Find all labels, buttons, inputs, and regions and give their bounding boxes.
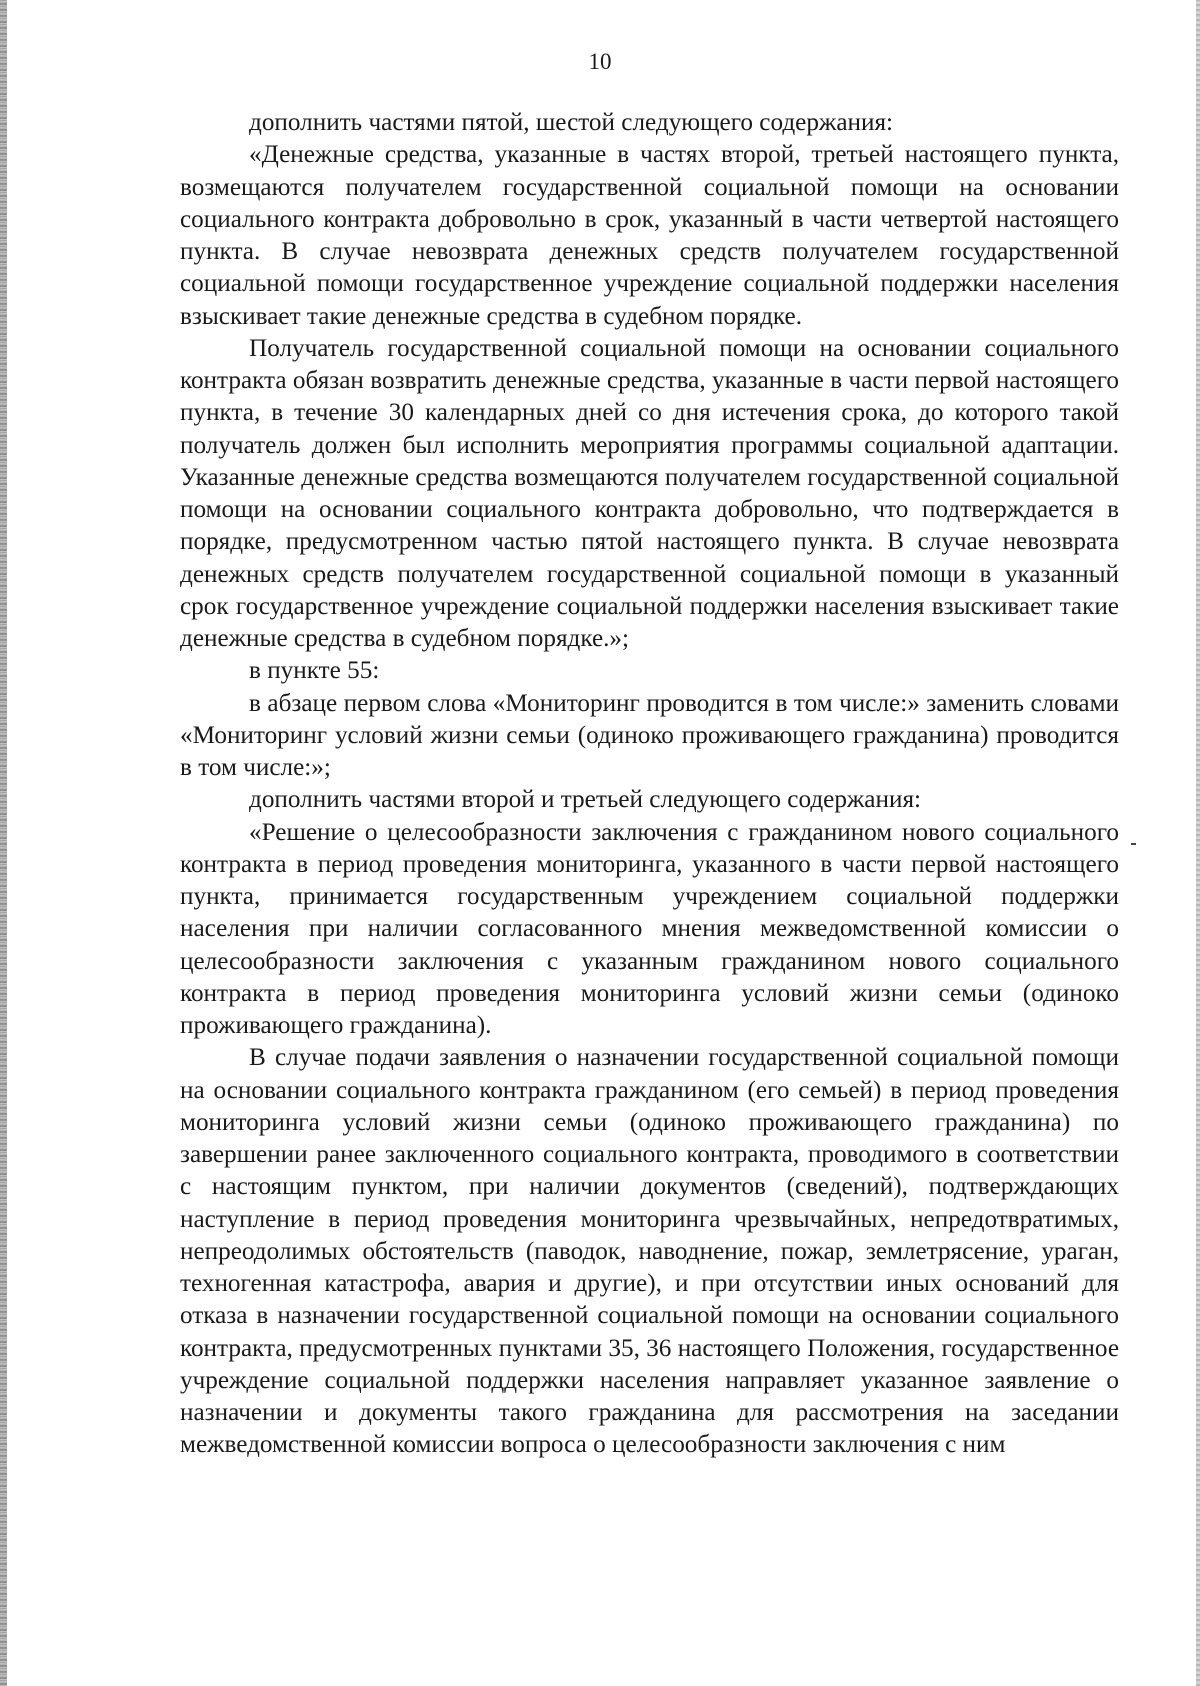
paragraph-amend-parts-5-6: дополнить частями пятой, шестой следующего содержания: (249, 109, 894, 136)
document-body (180, 107, 1119, 1462)
page-number: 10 (588, 49, 612, 74)
paragraph-emergency-circumstances: В случае подачи заявления о назначении государственной социальной помощи на основании социального контракта гражданином (его семьей) в период проведения мониторинга условий жизни семьи (одиноко проживающего гражданина) по завершении ранее заключенного социального контракта, проводимого в соответствии с настоящим пунктом, при наличии документов (сведений), подтверждающих наступление в период проведения мониторинга чрезвычайных, непредотвратимых, непреодолимых обстоятельств (паводок, наводнение, пожар, землетрясение, ураган, техногенная катастрофа, авария и другие), и при отсутствии иных оснований для отказа в назначении государственной социальной помощи на основании социального контракта, предусмотренных пунктами 35, 36 настоящего Положения, государственное учреждение социальной поддержки населения направляет указанное заявление о назначении и документы такого гражданина для рассмотрения на заседании межведомственной комиссии вопроса о целесообразности заключения с ним (180, 1044, 1119, 1459)
scan-border-left (0, 0, 7, 1686)
paragraph-point-55: в пункте 55: (249, 657, 380, 685)
paragraph-first-abzats-replace: в абзаце первом слова «Мониторинг проводится в том числе:» заменить словами «Мониторинг условий жизни семьи (одиноко проживающего гражданина) проводится в том числе:»; (180, 689, 1119, 781)
scan-speck (1131, 843, 1136, 845)
scan-border-right (1196, 0, 1200, 1686)
paragraph-decision-new-contract: «Решение о целесообразности заключения с гражданином нового социального контракта в период проведения мониторинга, указанного в части первой настоящего пункта, принимается государственным учреждением социальной поддержки населения при наличии согласованного мнения межведомственной комиссии о целесообразности заключения с указанным гражданином нового социального контракта в период проведения мониторинга условий жизни семьи (одиноко проживающего гражданина). (180, 818, 1119, 1039)
paragraph-funds-reimbursement: «Денежные средства, указанные в частях второй, третьей настоящего пункта, возмещаются получателем государственной социальной помощи на основании социального контракта добровольно в срок, указанный в части четвертой настоящего пункта. В случае невозврата денежных средств получателем государственной социальной помощи государственное учреждение социальной поддержки населения взыскивает такие денежные средства в судебном порядке. (180, 141, 1119, 330)
paragraph-recipient-obligation: Получатель государственной социальной помощи на основании социального контракта обязан возвратить денежные средства, указанные в части первой настоящего пункта, в течение 30 календарных дней со дня истечения срока, до которого такой получатель должен был исполнить мероприятия программы социальной адаптации. Указанные денежные средства возмещаются получателем государственной социальной помощи на основании социального контракта добровольно, что подтверждается в порядке, предусмотренном частью пятой настоящего пункта. В случае невозврата денежных средств получателем государственной социальной помощи в указанный срок государственное учреждение социальной поддержки населения взыскивает такие денежные средства в судебном порядке.»; (180, 334, 1119, 652)
paragraph-amend-parts-2-3: дополнить частями второй и третьей следующего содержания: (249, 786, 922, 814)
